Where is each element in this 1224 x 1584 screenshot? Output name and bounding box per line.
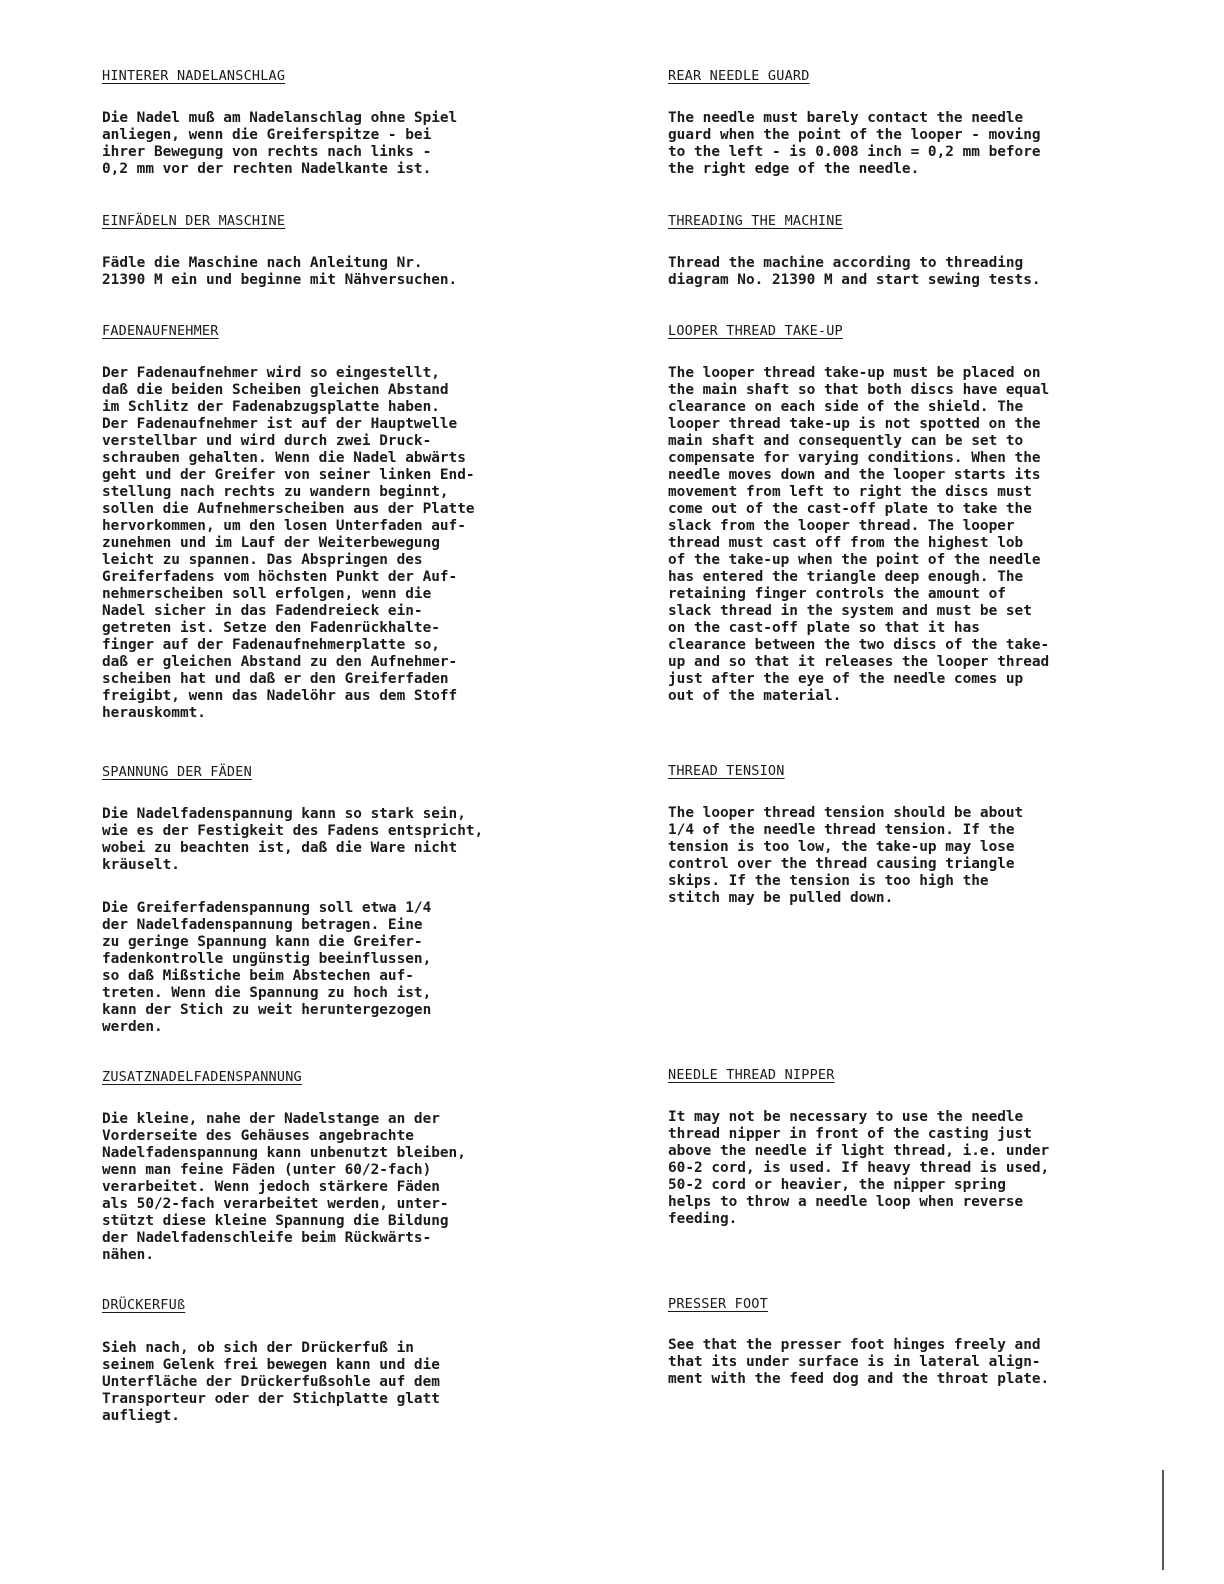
section-heading-hinterer-nadelanschlag: HINTERER NADELANSCHLAG bbox=[102, 68, 286, 84]
section-text-threading: Thread the machine according to threading diagram No. 21390 M and start sewing tests. bbox=[668, 255, 1041, 288]
section-heading-presser-foot: PRESSER FOOT bbox=[668, 1296, 768, 1312]
section-text-spannung-1: Die Nadelfadenspannung kann so stark sein, wie es der Festigkeit des Fadens entspricht, wobei zu beachten ist, daß die Ware nicht kräuselt. bbox=[102, 806, 484, 873]
section-heading-needle-thread-nipper: NEEDLE THREAD NIPPER bbox=[668, 1067, 835, 1083]
section-heading-threading: THREADING THE MACHINE bbox=[668, 213, 843, 229]
section-text-spannung-2: Die Greiferfadenspannung soll etwa 1/4 der Nadelfadenspannung betragen. Eine zu geringe Spannung kann die Greifer- fadenkontrolle ungünstig beeinflussen, so daß Mißstiche beim Abstechen auf- treten. Wenn die Spannung zu hoch ist, kann der Stich zu weit heruntergezogen werden. bbox=[102, 900, 432, 1035]
section-text-presser-foot: See that the presser foot hinges freely and that its under surface is in lateral align- ment with the feed dog and the throat plate. bbox=[668, 1337, 1050, 1387]
section-text-zusatznadelfadenspannung: Die kleine, nahe der Nadelstange an der Vorderseite des Gehäuses angebrachte Nadelfadenspannung kann unbenutzt bleiben, wenn man feine Fäden (unter 60/2-fach) verarbeitet. Wenn jedoch stärkere Fäden als 50/2-fach verarbeitet werden, unter- stützt diese kleine Spannung die Bildung der Nadelfadenschleife beim Rückwärts- nähen. bbox=[102, 1111, 466, 1263]
section-text-rear-needle-guard: The needle must barely contact the needle guard when the point of the looper - moving to the left - is 0.008 inch = 0,2 mm before the right edge of the needle. bbox=[668, 110, 1041, 177]
scan-edge-line bbox=[1162, 1470, 1164, 1570]
section-text-thread-tension: The looper thread tension should be about 1/4 of the needle thread tension. If the tension is too low, the take-up may lose control over the thread causing triangle skips. If the tension is too high the stitch may be pulled down. bbox=[668, 805, 1024, 906]
section-text-einfaedeln: Fädle die Maschine nach Anleitung Nr. 21390 M ein und beginne mit Nähversuchen. bbox=[102, 255, 458, 288]
section-heading-spannung: SPANNUNG DER FÄDEN bbox=[102, 764, 252, 780]
section-heading-drueckerfuss: DRÜCKERFUß bbox=[102, 1297, 186, 1313]
section-text-drueckerfuss: Sieh nach, ob sich der Drückerfuß in seinem Gelenk frei bewegen kann und die Unterfläche der Drückerfußsohle auf dem Transporteur oder der Stichplatte glatt aufliegt. bbox=[102, 1340, 440, 1424]
section-heading-zusatznadelfadenspannung: ZUSATZNADELFADENSPANNUNG bbox=[102, 1069, 302, 1085]
section-heading-einfaedeln: EINFÄDELN DER MASCHINE bbox=[102, 213, 286, 229]
section-text-needle-thread-nipper: It may not be necessary to use the needle thread nipper in front of the casting just above the needle if light thread, i.e. under 60-2 cord, is used. If heavy thread is used, 50-2 cord or heavier, the nipper spring helps to throw a needle loop when reverse feeding. bbox=[668, 1109, 1050, 1227]
section-text-fadenaufnehmer: Der Fadenaufnehmer wird so eingestellt, daß die beiden Scheiben gleichen Abstand im Schlitz der Fadenabzugsplatte haben. Der Fadenaufnehmer ist auf der Hauptwelle verstellbar und wird durch zwei Druck- schrauben gehalten. Wenn die Nadel abwärts geht und der Greifer von seiner linken End- stellung nach rechts zu wandern beginnt, sollen die Aufnehmerscheiben aus der Platte hervorkommen, um den losen Unterfaden auf- zunehmen und im Lauf der Weiterbewegung leicht zu spannen. Das Abspringen des Greiferfadens vom höchsten Punkt der Auf- nehmerscheiben soll erfolgen, wenn die Nadel sicher in das Fadendreieck ein- getreten ist. Setze den Fadenrückhalte- finger auf der Fadenaufnehmerplatte so, daß er gleichen Abstand zu den Aufnehmer- scheiben hat und daß er den Greiferfaden freigibt, wenn das Nadelöhr aus dem Stoff herauskommt. bbox=[102, 365, 475, 721]
section-text-hinterer-nadelanschlag: Die Nadel muß am Nadelanschlag ohne Spiel anliegen, wenn die Greiferspitze - bei ihrer Bewegung von rechts nach links - 0,2 mm vor der rechten Nadelkante ist. bbox=[102, 110, 458, 177]
section-text-looper-take-up: The looper thread take-up must be placed on the main shaft so that both discs have equal clearance on each side of the shield. The looper thread take-up is not spotted on the main shaft and consequently can be set to compensate for varying conditions. When the needle moves down and the looper starts its movement from left to right the discs must come out of the cast-off plate to take the slack from the looper thread. The looper thread must cast off from the highest lob of the take-up when the point of the needle has entered the triangle deep enough. The retaining finger controls the amount of slack thread in the system and must be set on the cast-off plate so that it has clearance between the two discs of the take- up and so that it releases the looper thread just after the eye of the needle comes up out of the material. bbox=[668, 365, 1050, 704]
section-heading-looper-take-up: LOOPER THREAD TAKE-UP bbox=[668, 323, 843, 339]
section-heading-thread-tension: THREAD TENSION bbox=[668, 763, 785, 779]
section-heading-fadenaufnehmer: FADENAUFNEHMER bbox=[102, 323, 219, 339]
section-heading-rear-needle-guard: REAR NEEDLE GUARD bbox=[668, 68, 810, 84]
